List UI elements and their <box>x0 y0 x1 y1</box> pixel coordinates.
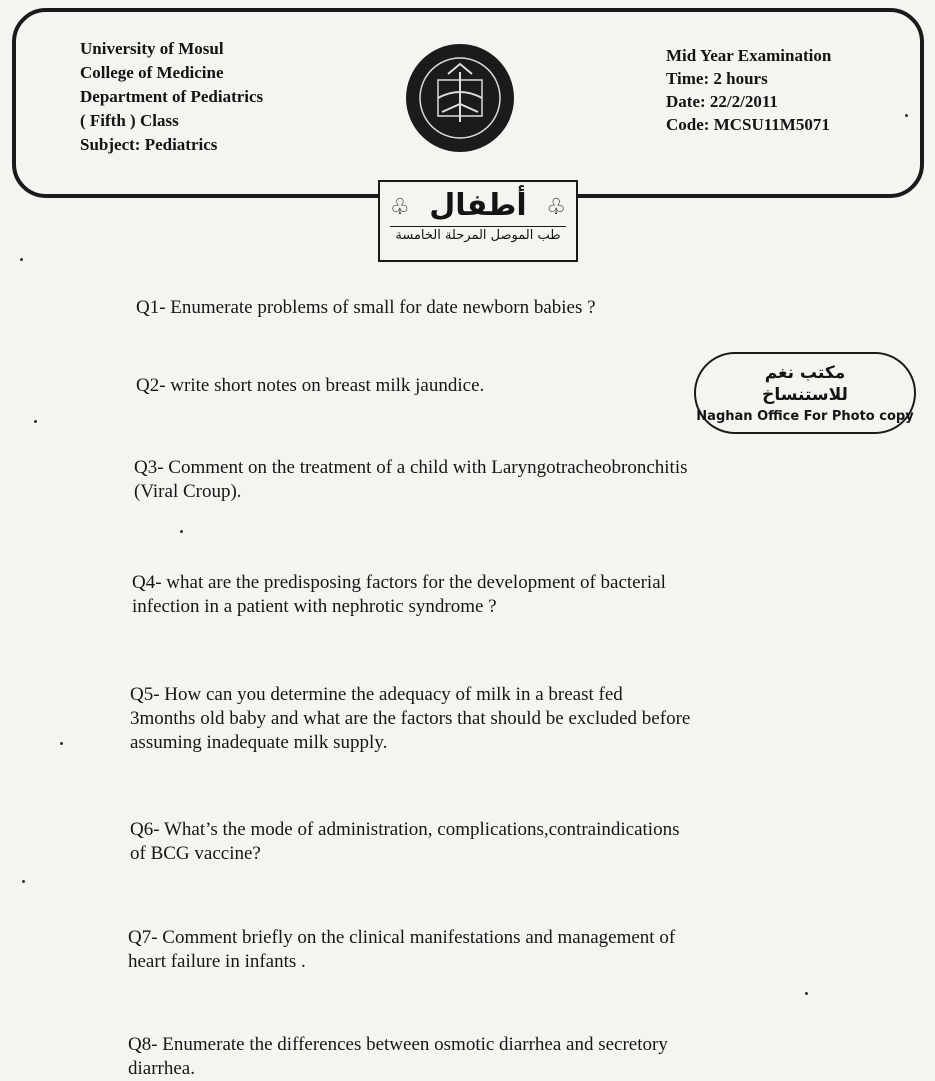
subject-line: Subject: Pediatrics <box>80 135 218 154</box>
scan-speck <box>20 258 23 261</box>
scan-speck <box>34 420 37 423</box>
exam-code: Code: MCSU11M5071 <box>666 115 830 134</box>
exam-time: Time: 2 hours <box>666 69 768 88</box>
question-1: Q1- Enumerate problems of small for date newborn babies ? <box>136 297 596 318</box>
photocopy-stamp <box>694 352 916 434</box>
banner-title: أطفال <box>429 188 527 223</box>
exam-info-block <box>666 44 831 136</box>
pediatrics-banner <box>378 180 578 262</box>
university-name: University of Mosul <box>80 39 224 58</box>
club-icon: ♧ <box>546 194 566 219</box>
stamp-english: Naghan Office For Photo copy <box>696 409 914 424</box>
class-line: ( Fifth ) Class <box>80 111 179 130</box>
question-6: Q6- What’s the mode of administration, complications,contraindications of BCG vaccine? <box>130 819 680 864</box>
club-icon: ♧ <box>390 194 410 219</box>
institution-block <box>80 37 263 157</box>
question-3: Q3- Comment on the treatment of a child with Laryngotracheobronchitis (Viral Croup). <box>134 457 688 502</box>
scan-speck <box>180 530 183 533</box>
banner-subtitle: طب الموصل المرحلة الخامسة <box>390 226 566 245</box>
scan-speck <box>22 880 25 883</box>
question-8: Q8- Enumerate the differences between osmotic diarrhea and secretory diarrhea. <box>128 1034 668 1079</box>
exam-title: Mid Year Examination <box>666 46 832 65</box>
department-name: Department of Pediatrics <box>80 87 264 106</box>
scan-speck <box>60 742 63 745</box>
university-seal-icon <box>404 42 516 154</box>
stamp-arabic: مكتب نغم للاستنساخ <box>762 363 848 405</box>
exam-date: Date: 22/2/2011 <box>666 92 778 111</box>
scan-speck <box>805 992 808 995</box>
scan-speck <box>905 114 908 117</box>
question-4: Q4- what are the predisposing factors for the development of bacterial infection in a patient with nephrotic syndrome ? <box>132 572 666 617</box>
question-2: Q2- write short notes on breast milk jaundice. <box>136 375 485 396</box>
question-7: Q7- Comment briefly on the clinical manifestations and management of heart failure in infants . <box>128 927 676 972</box>
college-name: College of Medicine <box>80 63 224 82</box>
question-5: Q5- How can you determine the adequacy of milk in a breast fed 3months old baby and what are the factors that should be excluded before assuming inadequate milk supply. <box>130 684 691 753</box>
